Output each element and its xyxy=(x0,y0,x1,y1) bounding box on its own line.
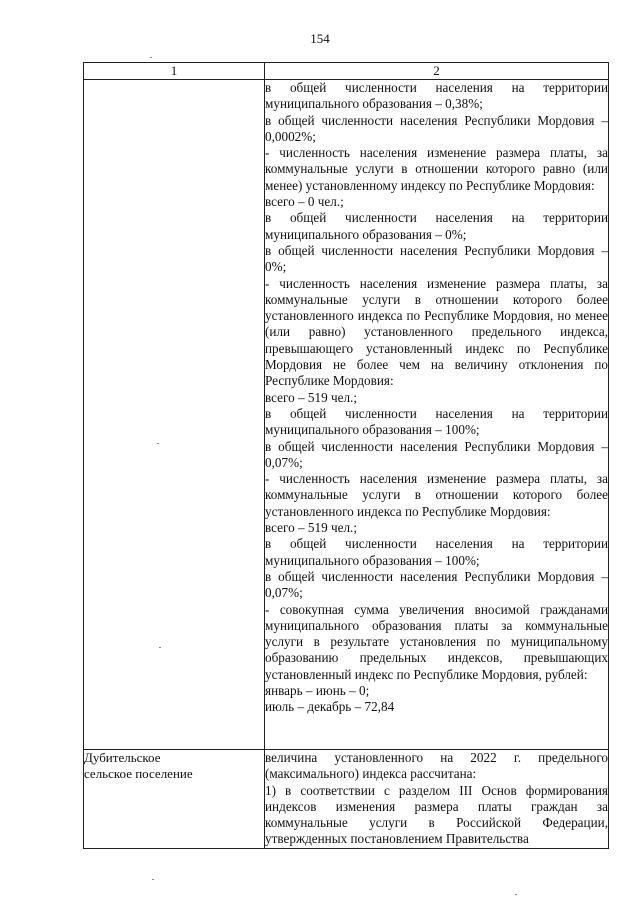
paragraph: в общей численности населения Республики Мордовия – 0%; xyxy=(265,242,608,275)
column-header-2: 2 xyxy=(265,63,609,80)
paragraph: июль – декабрь – 72,84 xyxy=(265,699,395,715)
scan-speck xyxy=(515,894,517,895)
paragraph: в общей численности населения Республики Мордовия – 0,07%; xyxy=(265,568,608,601)
settlement-name-cell xyxy=(84,750,265,849)
paragraph: в общей численности населения Республики Мордовия – 0,0002%; xyxy=(265,112,608,144)
settlement-cell-empty xyxy=(84,80,265,750)
table-row xyxy=(84,80,609,750)
paragraph: в общей численности населения на территории муниципального образования – 0,38%; xyxy=(265,80,608,112)
paragraph: в общей численности населения на территории муниципального образования – 0%; xyxy=(265,210,608,242)
paragraph: 1) в соответствии с разделом III Основ формирования индексов изменения размера платы граждан за коммунальные услуги в Российской Федерации, утвержденных постановлением Правительства xyxy=(265,782,608,847)
settlement-name-line: Дубительское xyxy=(84,750,161,765)
scan-speck xyxy=(159,647,161,648)
paragraph: в общей численности населения Республики Мордовия – 0,07%; xyxy=(265,438,608,470)
paragraph: январь – июнь – 0; xyxy=(265,682,370,698)
paragraph: - численность населения изменение размера платы, за коммунальные услуги в отношении которого более установленного индекса по Республике Мордовия, но менее (или равно) установленного предельного индекса, превышающего установленный индекс по Республике Мордовия не более чем на величину отклонения по Республике Мордовия: xyxy=(265,275,608,389)
paragraph: - численность населения изменение размера платы, за коммунальные услуги в отношении которого равно (или менее) установленному индексу по Республике Мордовия: xyxy=(265,145,608,193)
paragraph: в общей численности населения на территории муниципального образования – 100%; xyxy=(265,405,608,438)
document-table xyxy=(83,62,609,849)
description-cell xyxy=(265,750,609,849)
paragraph: - совокупная сумма увеличения вносимой гражданами муниципального образования платы за коммунальные услуги в результате установления по муниципальному образованию предельных индексов, превышающих установленный индекс по Республике Мордовия, рублей: xyxy=(265,601,608,682)
paragraph: величина установленного на 2022 г. предельного (максимального) индекса рассчитана: xyxy=(265,750,608,782)
settlement-name-line: сельское поселение xyxy=(84,766,193,782)
scan-speck xyxy=(157,443,159,444)
scan-speck xyxy=(152,879,154,880)
paragraph: всего – 519 чел.; xyxy=(265,520,357,536)
scan-speck xyxy=(150,57,152,58)
paragraph: всего – 0 чел.; xyxy=(265,194,344,210)
paragraph: - численность населения изменение размера платы, за коммунальные услуги в отношении которого более установленного индекса по Республике Мордовия: xyxy=(265,471,608,519)
description-cell xyxy=(265,80,609,750)
paragraph: всего – 519 чел.; xyxy=(265,389,357,405)
paragraph: в общей численности населения на территории муниципального образования – 100%; xyxy=(265,536,608,568)
page-number: 154 xyxy=(310,31,330,46)
column-header-1: 1 xyxy=(84,63,265,80)
table-row xyxy=(84,750,609,849)
table-header-row xyxy=(84,63,609,80)
